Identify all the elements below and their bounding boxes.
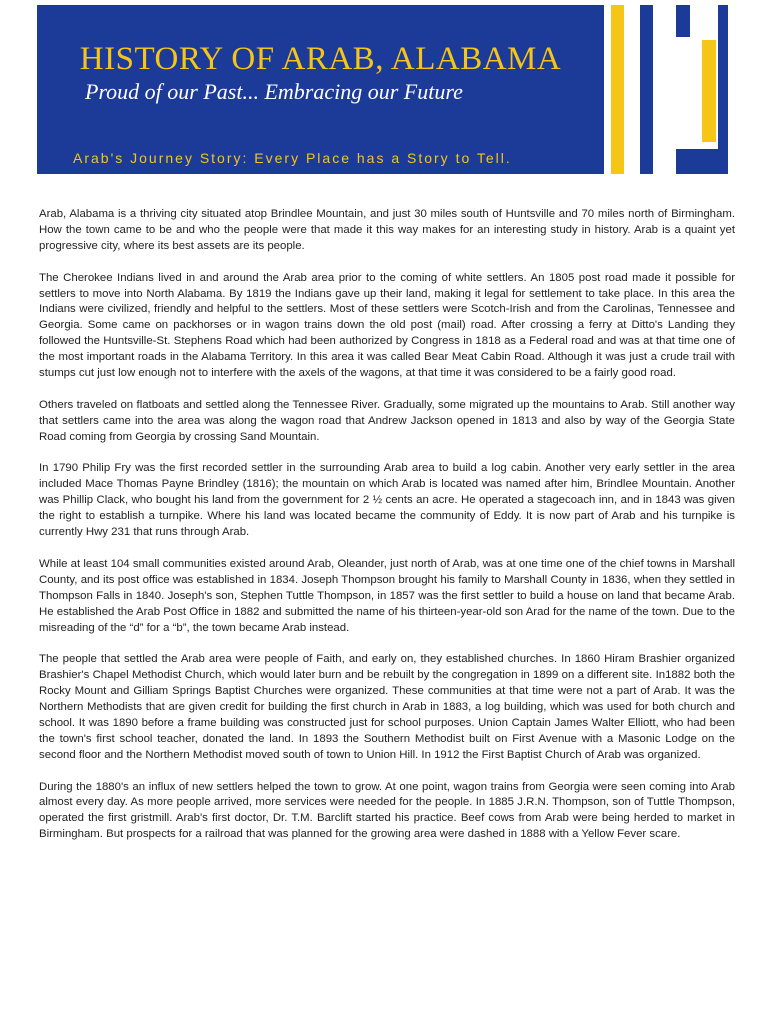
story-tagline: Arab's Journey Story: Every Place has a Story to Tell. [73, 150, 512, 166]
article-body [39, 207, 735, 859]
article-paragraph: Arab, Alabama is a thriving city situated atop Brindlee Mountain, and just 30 miles south of Huntsville and 70 miles north of Birmingham. How the town came to be and who the people were that made it this way makes for an interesting study in history. Arab is a quaint yet progressive city, where its best assets are its people. [39, 208, 735, 252]
stripe-gold-left [611, 5, 624, 174]
article-paragraph: The Cherokee Indians lived in and around the Arab area prior to the coming of white settlers. An 1805 post road made it possible for settlers to move into North Alabama. By 1819 the Indians gave up their land, making it legal for settlement to take place. In this area the Indians were civilized, friendly and helpful to the settlers. Most of these settlers were Scotch-Irish and from the Carolinas, Tennessee and Georgia. Some came on packhorses or in wagon trains down the old post (mail) road. After crossing a ferry at Ditto's Landing they followed the Huntsville-St. Stephens Road which had been authorized by Congress in 1818 as a Federal road and was at that time one of the most important roads in the Alabama Territory. In this area it was called Bear Meat Cabin Road. Although it was just a crude trail with stumps cut just low enough not to interfere with the axels of the wagons, at that time it was considered to be a fairly good road. [39, 271, 735, 380]
page-title: HISTORY OF ARAB, ALABAMA [79, 41, 562, 77]
stripe-blue-left [640, 5, 653, 174]
stripe-blue-crossbar [676, 149, 718, 174]
article-paragraph: While at least 104 small communities existed around Arab, Oleander, just north of Arab, was at one time one of the chief towns in Marshall County, and its post office was established in 1834. Joseph Thompson brought his family to Marshall County in 1836, when they settled in Thompson Falls in 1840. Joseph's son, Stephen Tuttle Thompson, in 1857 was the first settler to build a house on land that became Arab. He established the Arab Post Office in 1882 and submitted the name of his thirteen-year-old son Arad for the name of the town. Due to the misreading of the “d” for a “b”, the town became Arab instead. [39, 557, 735, 634]
article-paragraph: The people that settled the Arab area were people of Faith, and early on, they established churches. In 1860 Hiram Brashier organized Brashier's Chapel Methodist Church, which would later burn and be rebuilt by the congregation in 1899 on a different site. In1882 both the Rocky Mount and Gilliam Springs Baptist Churches were organized. These communities at that time were not a part of Arab. It was the Northern Methodists that are given credit for building the first church in Arab in 1883, a log building, which was used for both church and school. It was 1890 before a frame building was constructed just for school purposes. Union Captain James Walter Elliott, who had been the town's first school teacher, donated the land. In 1893 the Southern Methodist built on First Avenue with a Masonic Lodge on the second floor and the Northern Methodist moved south of town to Union Hill. In 1912 the First Baptist Church of Arab was organized. [39, 653, 735, 761]
stripe-gold-mid [702, 40, 716, 142]
article-paragraph: Others traveled on flatboats and settled along the Tennessee River. Gradually, some migrated up the mountains to Arab. Still another way that settlers came into the area was along the wagon road that Andrew Jackson opened in 1813 and also by way of the Georgia State Road coming from Georgia by crossing Sand Mountain. [39, 398, 735, 443]
stripe-blue-short [676, 5, 690, 37]
header-banner [37, 5, 604, 174]
article-paragraph: In 1790 Philip Fry was the first recorded settler in the surrounding Arab area to build a log cabin. Another very early settler in the area included Mace Thomas Payne Brindley (1816); the mountain on which Arab is located was named after him, Brindlee Mountain. Another was Phillip Clack, who bought his land from the government for 2 ½ cents an acre. He operated a stagecoach inn, and in 1843 was given the right to establish a turnpike. Where his land was located became the community of Eddy. It is now part of Arab and his turnpike is currently Hwy 231 that runs through Arab. [39, 462, 735, 539]
page-subtitle: Proud of our Past... Embracing our Future [85, 79, 463, 104]
article-paragraph: During the 1880's an influx of new settlers helped the town to grow. At one point, wagon trains from Georgia were seen coming into Arab almost every day. As more people arrived, more services were needed for the people. In 1885 J.R.N. Thompson, son of Tuttle Thompson, operated the first gristmill. Arab's first doctor, Dr. T.M. Barclift started his practice. Beef cows from Arab were being herded to market in Birmingham. But prospects for a railroad that was planned for the growing area were dashed in 1888 with a Yellow Fever scare. [39, 780, 735, 841]
stripe-blue-right [718, 5, 728, 174]
